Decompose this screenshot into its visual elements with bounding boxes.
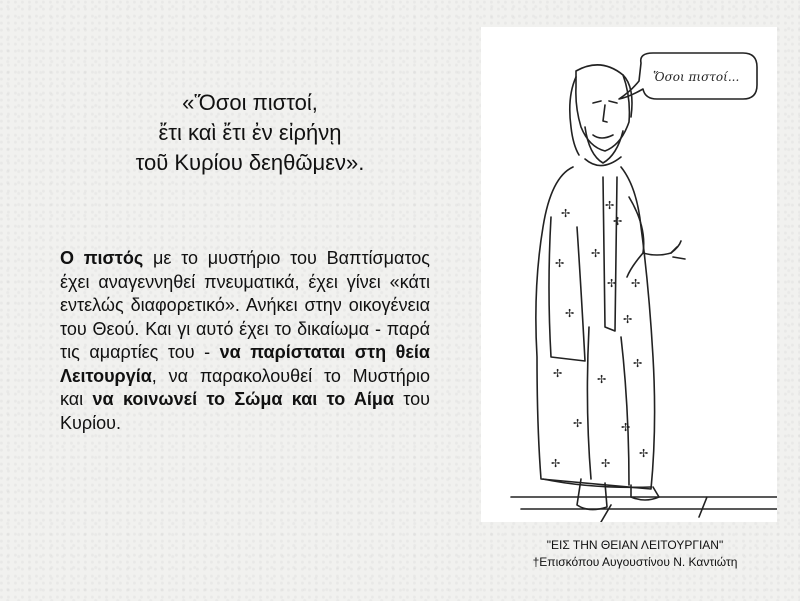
- caption-book-title: "ΕΙΣ ΤΗΝ ΘΕΙΑΝ ΛΕΙΤΟΥΡΓΙΑΝ": [546, 538, 724, 552]
- svg-text:✢: ✢: [613, 215, 623, 228]
- body-text-1: με το μυστήριο του Βαπτίσματος έχει αναγεννηθεί πνευματικά, έχει γίνει «κάτι εντελώς διαφορετικό». Ανήκει στην οικογένεια του Θεού. Και γι αυτό έχει το δικαίωμα - παρά τις αμαρτίες του -: [60, 248, 430, 362]
- body-paragraph: [60, 247, 430, 435]
- svg-text:✢: ✢: [639, 447, 649, 460]
- title-line-2: ἔτι καὶ ἔτι ἐν εἰρήνῃ: [158, 120, 342, 145]
- svg-text:✢: ✢: [591, 247, 601, 260]
- title-line-3: τοῦ Κυρίου δεηθῶμεν».: [135, 150, 365, 175]
- svg-text:✢: ✢: [623, 313, 633, 326]
- svg-text:✢: ✢: [553, 367, 563, 380]
- svg-text:✢: ✢: [551, 457, 561, 470]
- caption-author: †Επισκόπου Αυγουστίνου Ν. Καντιώτη: [532, 555, 738, 569]
- svg-text:✢: ✢: [601, 457, 611, 470]
- svg-text:✢: ✢: [561, 207, 571, 220]
- svg-text:✢: ✢: [597, 373, 607, 386]
- sticharion: [536, 167, 655, 489]
- deacon-illustration: [481, 27, 777, 522]
- cross-pattern: [551, 199, 648, 470]
- title-line-1: «Ὅσοι πιστοί,: [182, 90, 318, 115]
- svg-text:✢: ✢: [555, 257, 565, 270]
- body-text-3: του Κυρίου.: [60, 389, 430, 433]
- svg-text:✢: ✢: [607, 277, 617, 290]
- svg-text:✢: ✢: [565, 307, 575, 320]
- svg-text:✢: ✢: [633, 357, 643, 370]
- bold-phrase-communion: να κοινωνεί το Σώμα και το Αίμα: [92, 389, 394, 409]
- svg-text:✢: ✢: [621, 421, 631, 434]
- svg-text:✢: ✢: [573, 417, 583, 430]
- page-title: [60, 88, 440, 178]
- speech-bubble-text: Ὅσοι πιστοί...: [653, 70, 740, 84]
- source-caption: [500, 537, 770, 571]
- deacon-drawing: [481, 27, 777, 522]
- svg-text:✢: ✢: [605, 199, 615, 212]
- bold-phrase-faithful: Ο πιστός: [60, 248, 144, 268]
- bold-phrase-attend-liturgy: να παρίσταται στη θεία Λειτουργία: [60, 342, 430, 386]
- svg-text:✢: ✢: [631, 277, 641, 290]
- body-text-2: , να παρακολουθεί το Μυστήριο και: [60, 365, 430, 409]
